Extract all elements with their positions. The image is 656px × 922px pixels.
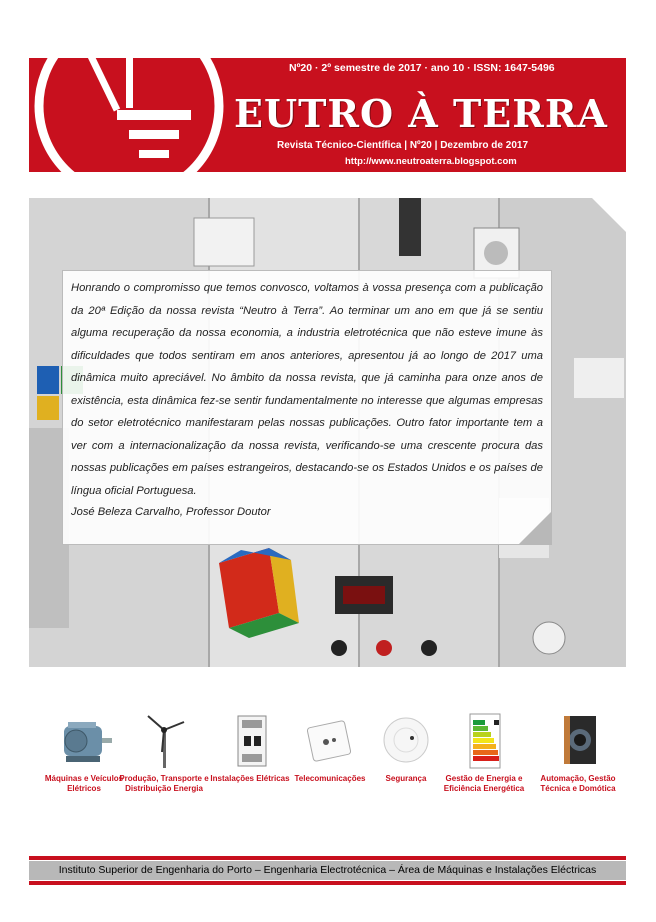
magazine-subtitle: Revista Técnico-Científica | Nº20 | Dezembro de 2017 bbox=[277, 140, 529, 151]
editorial-author: José Beleza Carvalho, Professor Doutor bbox=[71, 506, 271, 518]
page-curl bbox=[518, 511, 552, 545]
category-telecom[interactable]: Telecomunicações bbox=[282, 712, 378, 784]
masthead bbox=[29, 58, 626, 172]
website-link[interactable]: http://www.neutroaterra.blogspot.com bbox=[345, 156, 517, 167]
wind-turbine-icon bbox=[134, 712, 194, 770]
wall-socket-icon bbox=[300, 712, 360, 770]
neutro-logo-icon bbox=[29, 58, 259, 172]
circuit-breaker-icon bbox=[220, 712, 280, 770]
energy-label-icon bbox=[454, 712, 514, 770]
category-security[interactable]: Segurança bbox=[358, 712, 454, 784]
magazine-title: EUTRO À TERRA bbox=[234, 91, 608, 136]
editorial-box bbox=[62, 270, 552, 545]
category-strip bbox=[36, 712, 626, 822]
domotics-panel-icon bbox=[548, 712, 608, 770]
category-production[interactable]: Produção, Transporte e Distribuição Energia bbox=[116, 712, 212, 794]
issue-info: Nº20 · 2º semestre de 2017 · ano 10 · ISSN: 1647-5496 bbox=[289, 62, 555, 74]
footer-top-rule bbox=[29, 856, 626, 860]
category-machines[interactable]: Máquinas e Veículos Elétricos bbox=[36, 712, 132, 794]
electric-motor-icon bbox=[54, 712, 114, 770]
footer-institution: Instituto Superior de Engenharia do Porto – Engenharia Electrotécnica – Área de Máquinas e Instalações Eléctricas bbox=[29, 861, 626, 880]
editorial-text: Honrando o compromisso que temos convosco, voltamos à vossa presença com a publicação da 20ª Edição da nossa revista “Neutro à Terra”. Ao terminar um ano em que já se sentiu alguma recuperação da nossa economia, a industria eletrotécnica que não esteve imune às dificuldades que todos sentiram em anos anteriores, apresentou já ao longo de 2017 uma dinâmica muito apreciável. No âmbito da nossa revista, que já caminha para onze anos de existência, esta dinâmica fez-se sentir fundamentalmente no interesse que algumas empresas do setor eletrotécnico manifestaram pelas nossas publicações. Outro fator importante tem a ver com a internacionalização da nossa revista, verificando-se uma crescente procura das nossas publicações em países estrangeiros, destacando-se os Estados Unidos e os países de língua oficial Portuguesa. bbox=[71, 282, 543, 497]
category-energy[interactable]: Gestão de Energia e Eficiência Energética bbox=[436, 712, 532, 794]
category-automation[interactable]: Automação, Gestão Técnica e Domótica bbox=[530, 712, 626, 794]
category-installations[interactable]: Instalações Elétricas bbox=[202, 712, 298, 784]
footer-bottom-rule bbox=[29, 881, 626, 885]
smoke-detector-icon bbox=[376, 712, 436, 770]
photo-corner-cut bbox=[592, 198, 626, 232]
